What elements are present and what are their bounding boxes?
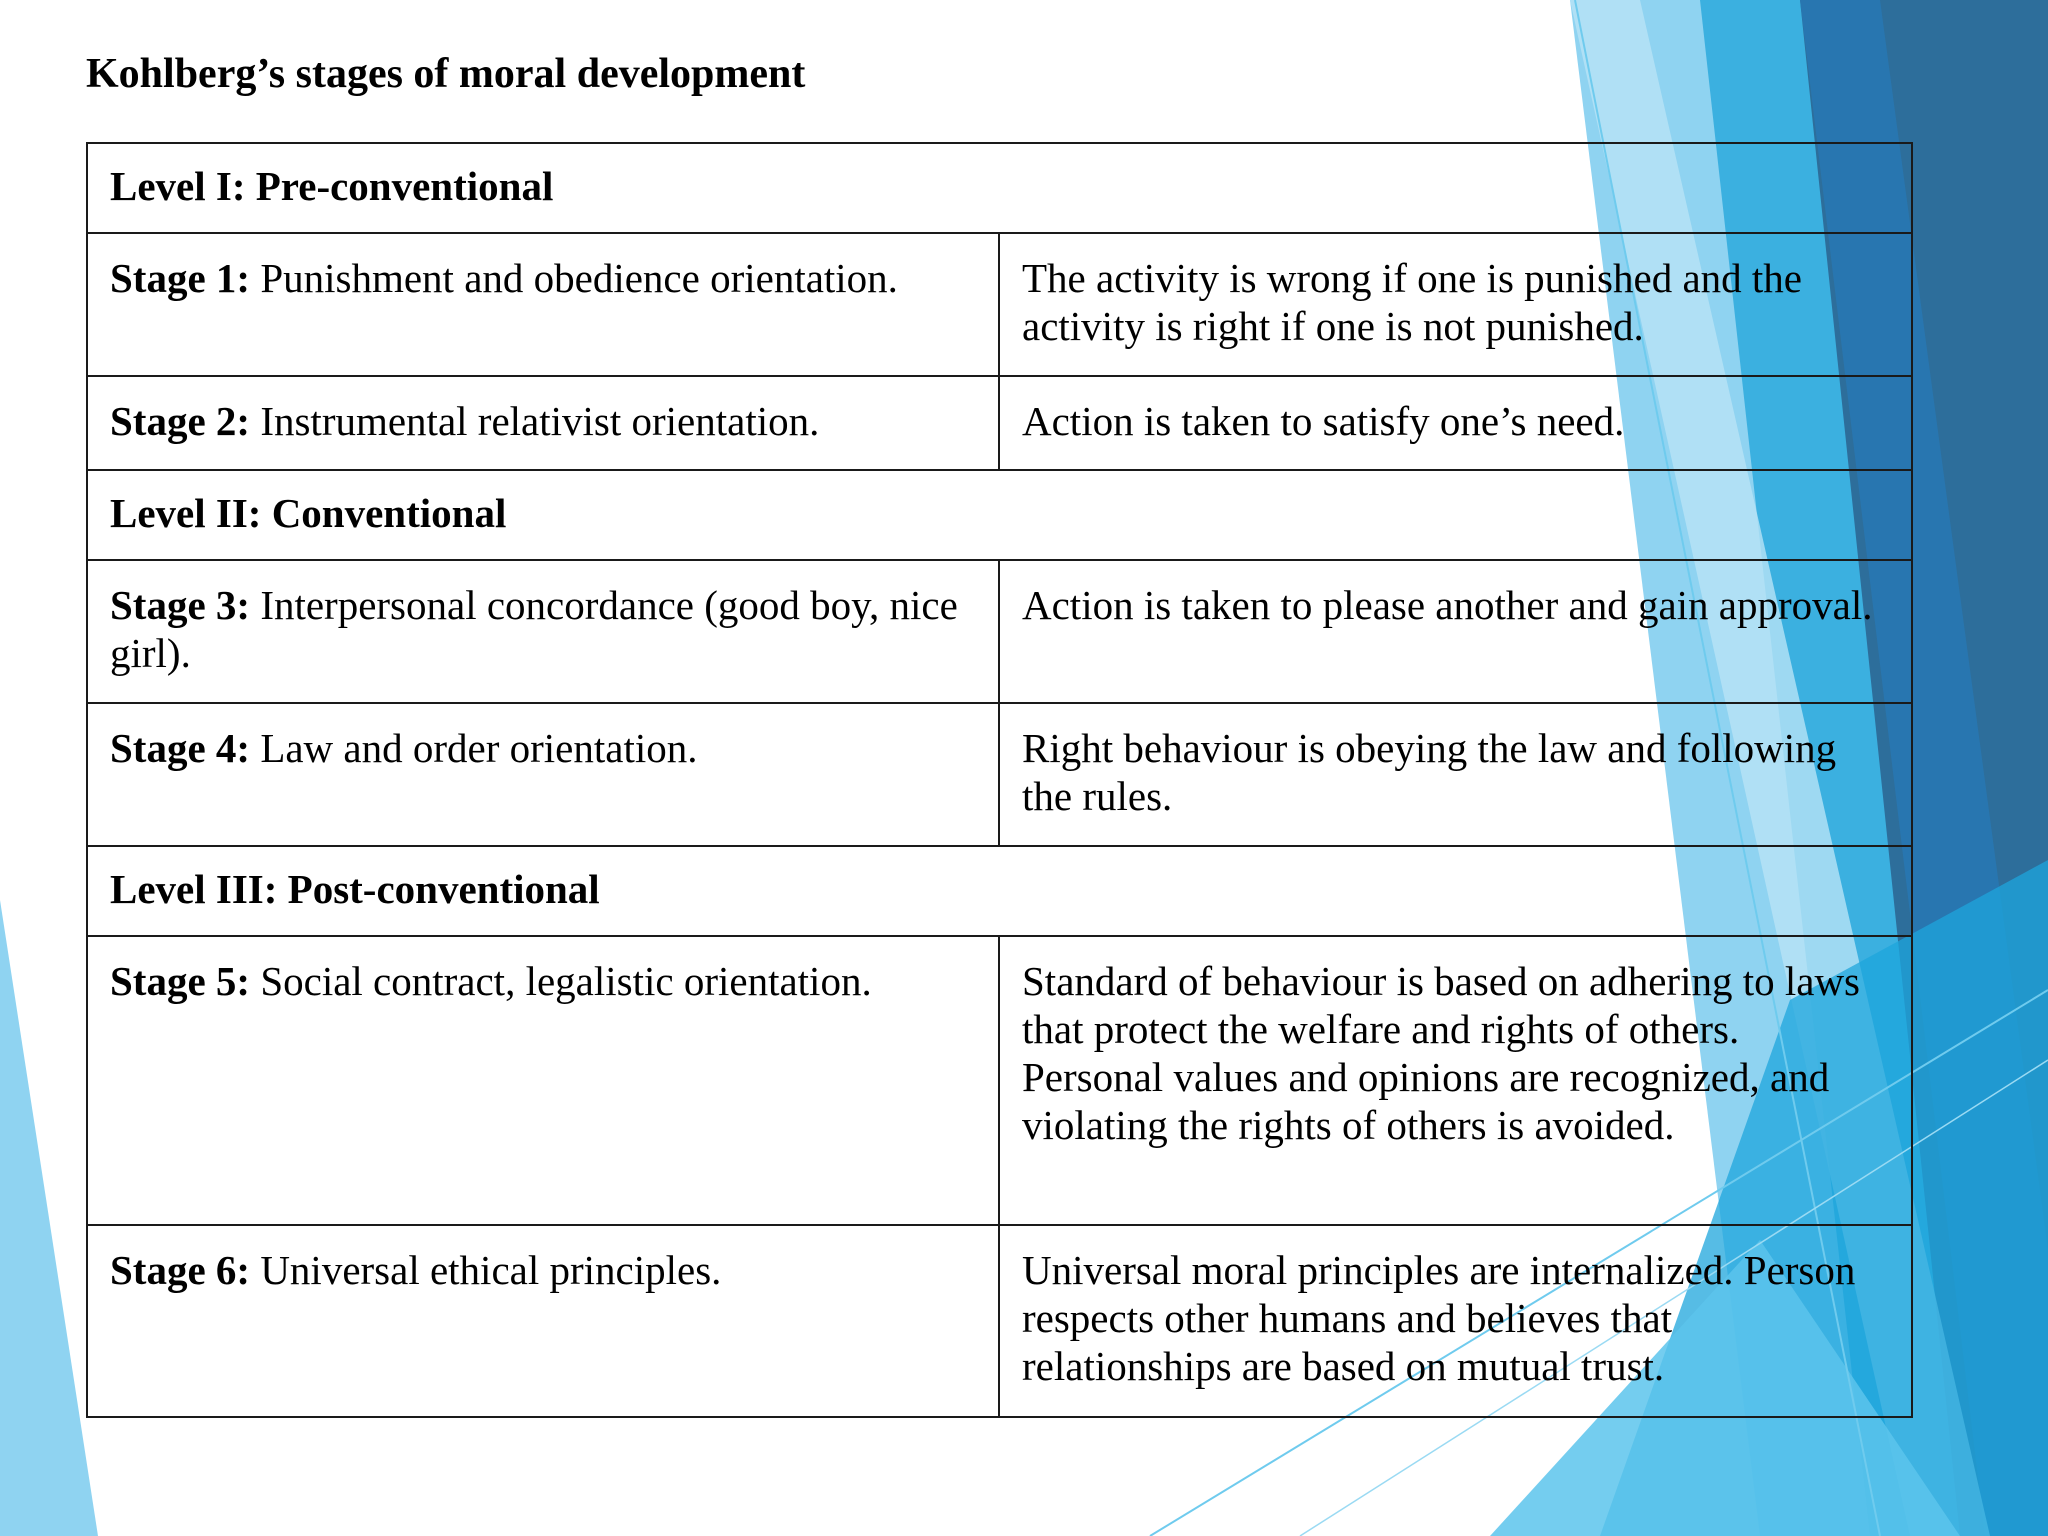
- stage-row: [87, 936, 1912, 1225]
- stage-row: [87, 560, 1912, 703]
- stage-name-cell: [87, 936, 999, 1225]
- stage-name: Universal ethical principles.: [260, 1247, 722, 1293]
- stage-row: [87, 233, 1912, 376]
- level-row: [87, 143, 1912, 233]
- stage-label: Stage 2:: [110, 398, 251, 444]
- stage-row: [87, 703, 1912, 846]
- stage-name-cell: [87, 1225, 999, 1417]
- stage-description: Action is taken to satisfy one’s need.: [999, 376, 1912, 470]
- level-heading: Level III: Post-conventional: [87, 846, 1912, 936]
- stage-description: The activity is wrong if one is punished and the activity is right if one is not punished.: [999, 233, 1912, 376]
- level-heading: Level I: Pre-conventional: [87, 143, 1912, 233]
- stage-name: Law and order orientation.: [260, 725, 698, 771]
- stage-description: Right behaviour is obeying the law and following the rules.: [999, 703, 1912, 846]
- left-accent-shape: [0, 900, 98, 1536]
- stage-label: Stage 5:: [110, 958, 251, 1004]
- stage-label: Stage 4:: [110, 725, 251, 771]
- stage-description: Action is taken to please another and gain approval.: [999, 560, 1912, 703]
- stage-description: Universal moral principles are internalized. Person respects other humans and believes that relationships are based on mutual trust.: [999, 1225, 1912, 1417]
- stage-row: [87, 376, 1912, 470]
- stage-name: Instrumental relativist orientation.: [260, 398, 820, 444]
- stage-name: Social contract, legalistic orientation.: [260, 958, 872, 1004]
- stage-name: Punishment and obedience orientation.: [260, 255, 898, 301]
- stage-label: Stage 6:: [110, 1247, 251, 1293]
- stage-name-cell: [87, 233, 999, 376]
- level-row: [87, 470, 1912, 560]
- level-heading: Level II: Conventional: [87, 470, 1912, 560]
- stage-name: Interpersonal concordance (good boy, nice girl).: [110, 582, 958, 676]
- stage-label: Stage 3:: [110, 582, 251, 628]
- stages-table: [86, 142, 1913, 1418]
- stage-name-cell: [87, 560, 999, 703]
- stage-description: Standard of behaviour is based on adhering to laws that protect the welfare and rights of others. Personal values and opinions are recognized, and violating the rights of others is avoided.: [999, 936, 1912, 1225]
- stage-row: [87, 1225, 1912, 1417]
- stage-name-cell: [87, 376, 999, 470]
- slide-title: Kohlberg’s stages of moral development: [86, 51, 806, 97]
- stage-name-cell: [87, 703, 999, 846]
- level-row: [87, 846, 1912, 936]
- stage-label: Stage 1:: [110, 255, 251, 301]
